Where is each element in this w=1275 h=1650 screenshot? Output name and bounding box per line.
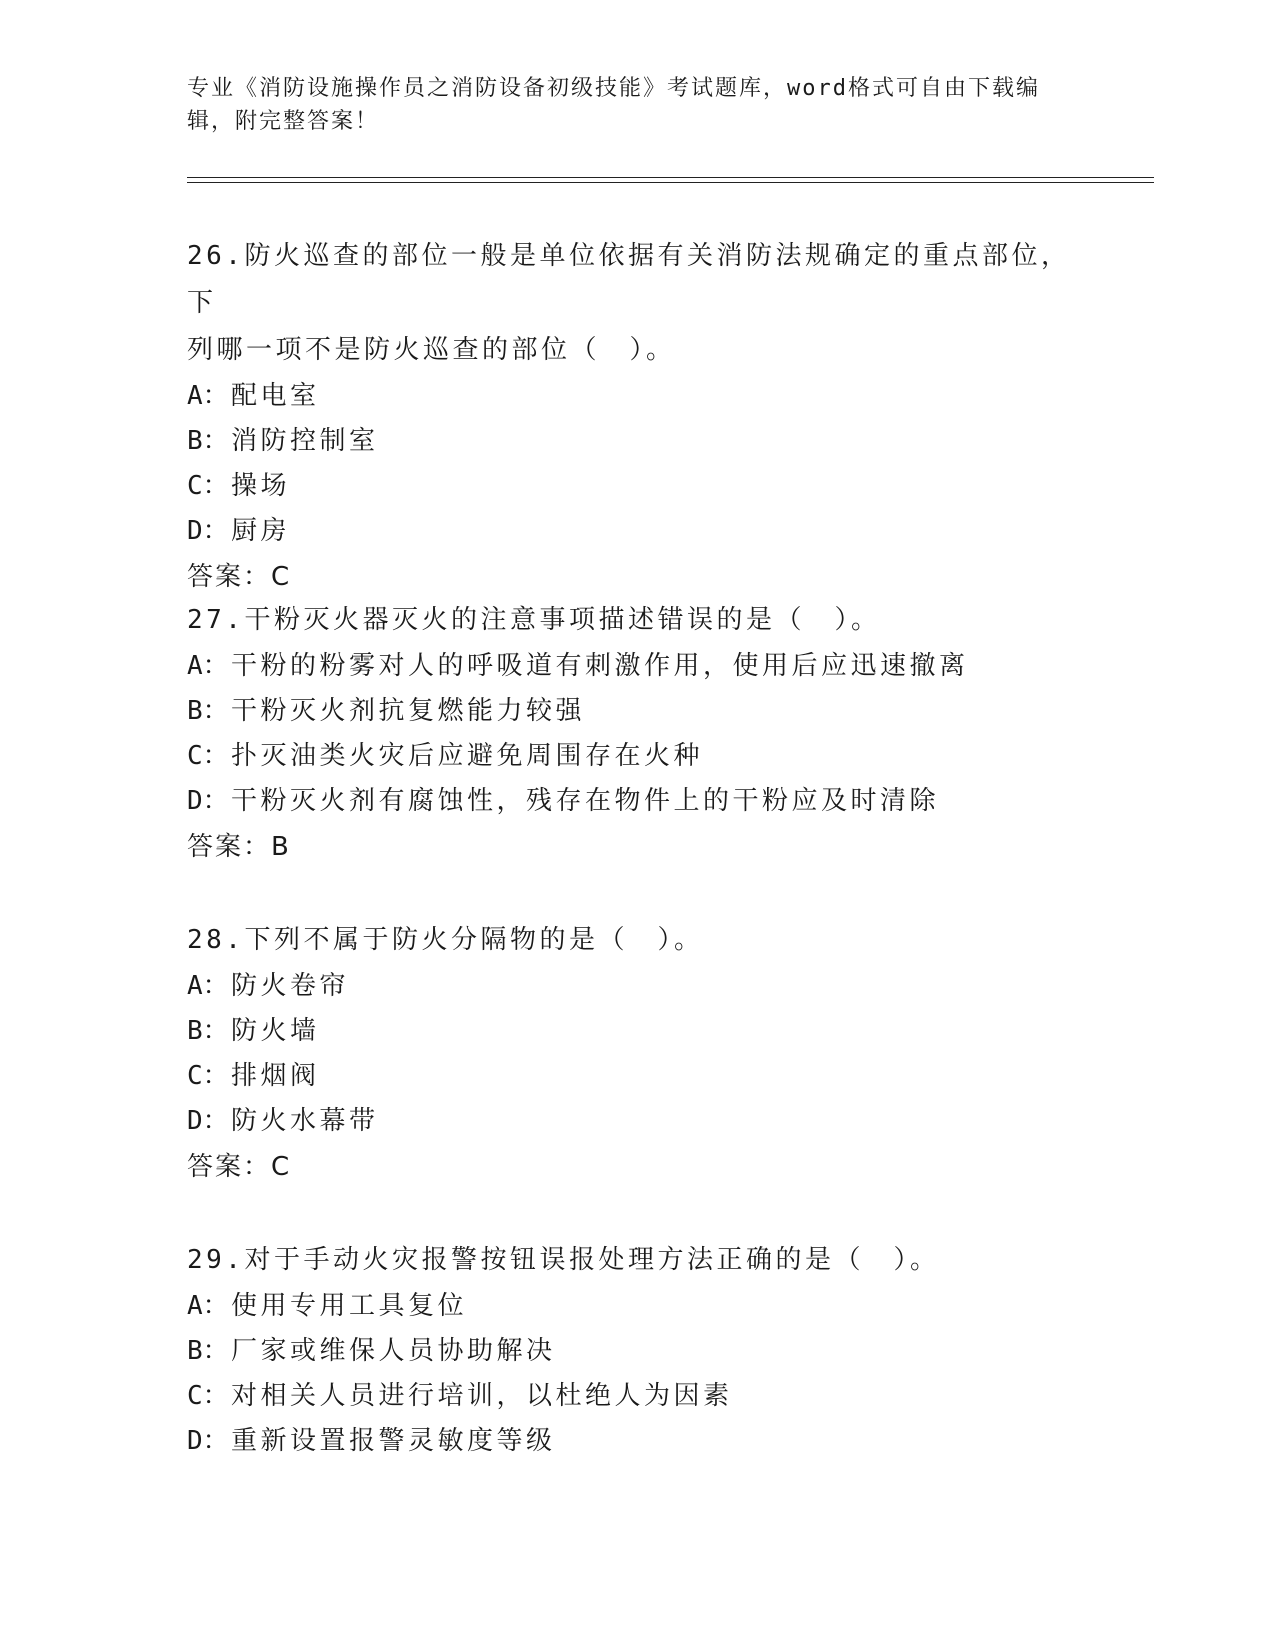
- question-28: [187, 917, 1087, 1190]
- option-d: [187, 1419, 1087, 1464]
- option-key: C：: [187, 741, 229, 771]
- option-c: [187, 1054, 1087, 1099]
- option-b: [187, 1009, 1087, 1054]
- option-a: [187, 964, 1087, 1009]
- option-key: C：: [187, 471, 229, 501]
- option-key: A：: [187, 381, 229, 411]
- option-text: 消防控制室: [231, 426, 379, 456]
- option-text: 对相关人员进行培训，以杜绝人为因素: [231, 1381, 733, 1411]
- question-27: [187, 597, 1087, 870]
- option-a: [187, 1284, 1087, 1329]
- option-text: 厨房: [231, 516, 291, 546]
- question-29: [187, 1237, 1087, 1464]
- option-key: D：: [187, 516, 229, 546]
- option-text: 使用专用工具复位: [231, 1291, 468, 1321]
- answer-line: 答案：C: [187, 562, 292, 592]
- option-d: [187, 1099, 1087, 1144]
- option-a: [187, 374, 1087, 419]
- option-key: B：: [187, 696, 229, 726]
- question-stem-line-1: 26.防火巡查的部位一般是单位依据有关消防法规确定的重点部位，下: [187, 241, 1071, 318]
- option-key: A：: [187, 651, 229, 681]
- option-key: C：: [187, 1381, 229, 1411]
- option-key: C：: [187, 1061, 229, 1091]
- option-b: [187, 419, 1087, 464]
- option-c: [187, 1374, 1087, 1419]
- question-26: [187, 233, 1087, 600]
- document-header: [187, 72, 1077, 138]
- option-key: B：: [187, 426, 229, 456]
- option-key: B：: [187, 1016, 229, 1046]
- header-divider-top: [187, 177, 1154, 178]
- option-d: [187, 509, 1087, 554]
- option-text: 干粉灭火剂有腐蚀性，残存在物件上的干粉应及时清除: [231, 786, 940, 816]
- header-line-2: 辑，附完整答案！: [187, 109, 380, 134]
- option-text: 扑灭油类火灾后应避免周围存在火种: [231, 741, 704, 771]
- option-d: [187, 779, 1087, 824]
- option-key: A：: [187, 971, 229, 1001]
- option-b: [187, 689, 1087, 734]
- option-text: 防火墙: [231, 1016, 320, 1046]
- option-b: [187, 1329, 1087, 1374]
- option-text: 防火水幕带: [231, 1106, 379, 1136]
- question-stem-line-1: 29.对于手动火灾报警按钮误报处理方法正确的是（ ）。: [187, 1245, 940, 1275]
- question-stem-line-1: 28.下列不属于防火分隔物的是（ ）。: [187, 925, 704, 955]
- header-divider-bottom: [187, 182, 1154, 183]
- question-stem-line-1: 27.干粉灭火器灭火的注意事项描述错误的是（ ）。: [187, 605, 881, 635]
- option-text: 干粉灭火剂抗复燃能力较强: [231, 696, 586, 726]
- option-text: 防火卷帘: [231, 971, 350, 1001]
- option-text: 配电室: [231, 381, 320, 411]
- option-key: A：: [187, 1291, 229, 1321]
- option-key: D：: [187, 1106, 229, 1136]
- option-c: [187, 464, 1087, 509]
- option-text: 厂家或维保人员协助解决: [231, 1336, 556, 1366]
- option-key: B：: [187, 1336, 229, 1366]
- answer-line: 答案：B: [187, 832, 291, 862]
- option-text: 重新设置报警灵敏度等级: [231, 1426, 556, 1456]
- option-a: [187, 644, 1087, 689]
- option-text: 操场: [231, 471, 291, 501]
- option-text: 排烟阀: [231, 1061, 320, 1091]
- option-c: [187, 734, 1087, 779]
- option-key: D：: [187, 786, 229, 816]
- question-stem-line-2: 列哪一项不是防火巡查的部位（ ）。: [187, 335, 676, 365]
- header-line-1: 专业《消防设施操作员之消防设备初级技能》考试题库，word格式可自由下载编: [187, 76, 1040, 101]
- option-key: D：: [187, 1426, 229, 1456]
- option-text: 干粉的粉雾对人的呼吸道有刺激作用，使用后应迅速撤离: [231, 651, 969, 681]
- answer-line: 答案：C: [187, 1152, 292, 1182]
